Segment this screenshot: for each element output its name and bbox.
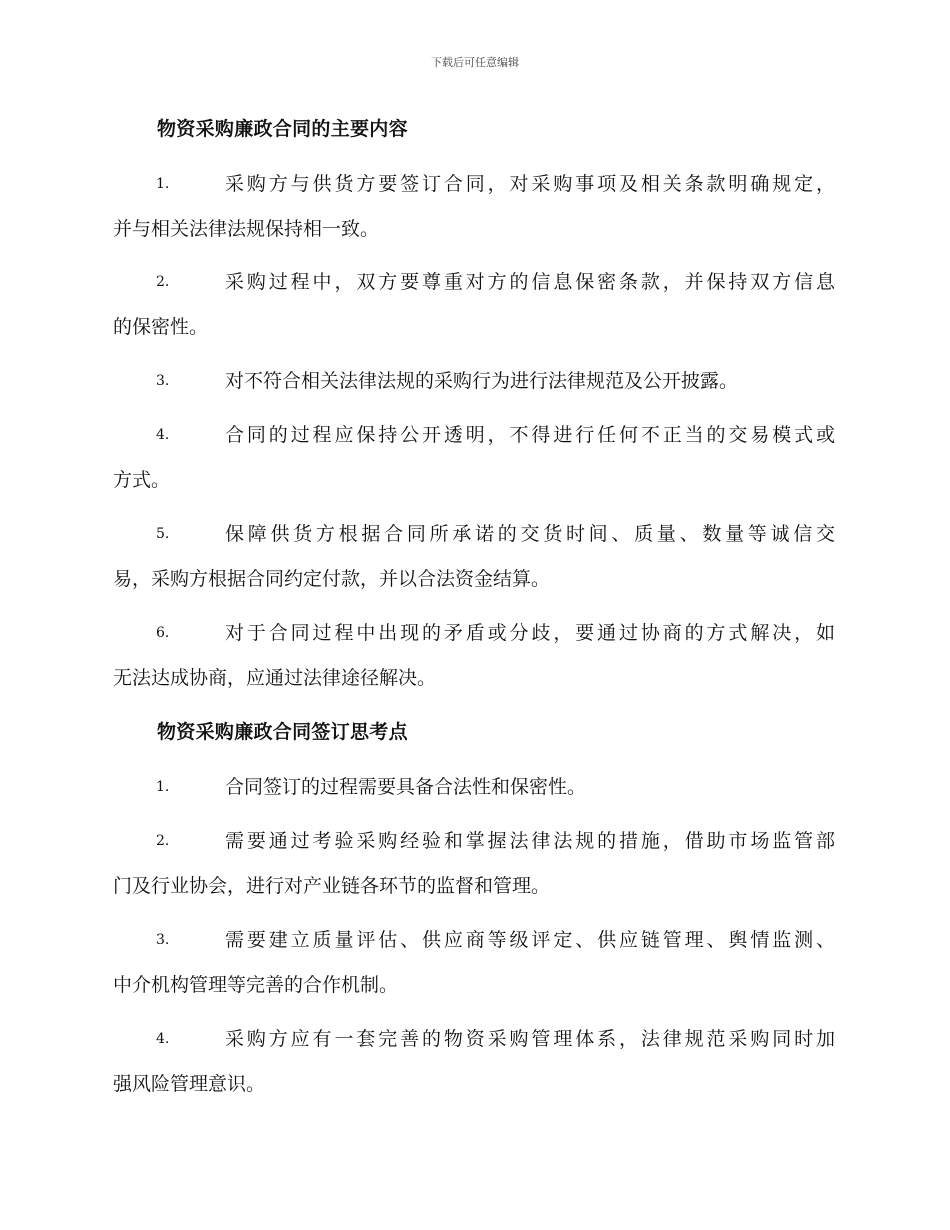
item-text-line: 对于合同过程中出现的矛盾或分歧，要通过协商的方式解决，如 [225,622,835,644]
page-header: 下载后可任意编辑 [431,56,519,69]
section-title: 物资采购廉政合同的主要内容 [157,118,408,140]
item-number: 6. [156,625,170,641]
item-number: 5. [156,526,170,542]
item-text-line: 中介机构管理等完善的合作机制。 [113,974,399,996]
item-number: 1. [156,176,170,192]
item-number: 1. [156,779,170,795]
item-text-line: 采购方应有一套完善的物资采购管理体系，法律规范采购同时加 [225,1028,835,1050]
item-text-line: 方式。 [113,469,171,491]
item-text-line: 易，采购方根据合同约定付款，并以合法资金结算。 [113,568,551,590]
item-number: 3. [156,373,170,389]
section-title: 物资采购廉政合同签订思考点 [157,721,408,743]
item-number: 4. [156,1031,170,1047]
item-number: 4. [156,427,170,443]
item-text-line: 需要通过考验采购经验和掌握法律法规的措施，借助市场监管部 [225,830,835,852]
item-text-line: 的保密性。 [113,316,209,338]
item-text-line: 需要建立质量评估、供应商等级评定、供应链管理、舆情监测、 [225,929,835,951]
item-text-line: 强风险管理意识。 [113,1073,266,1095]
item-text-line: 对不符合相关法律法规的采购行为进行法律规范及公开披露。 [225,370,739,392]
item-text-line: 无法达成协商，应通过法律途径解决。 [113,667,437,689]
item-number: 2. [156,274,170,290]
item-text-line: 并与相关法律法规保持相一致。 [113,218,380,240]
item-text-line: 采购方与供货方要签订合同，对采购事项及相关条款明确规定， [225,173,835,195]
item-text-line: 保障供货方根据合同所承诺的交货时间、质量、数量等诚信交 [225,523,835,545]
item-number: 2. [156,833,170,849]
item-number: 3. [156,932,170,948]
item-text-line: 采购过程中，双方要尊重对方的信息保密条款，并保持双方信息 [225,271,835,293]
item-text-line: 门及行业协会，进行对产业链各环节的监督和管理。 [113,875,551,897]
item-text-line: 合同签订的过程需要具备合法性和保密性。 [225,776,587,798]
item-text-line: 合同的过程应保持公开透明，不得进行任何不正当的交易模式或 [225,424,835,446]
